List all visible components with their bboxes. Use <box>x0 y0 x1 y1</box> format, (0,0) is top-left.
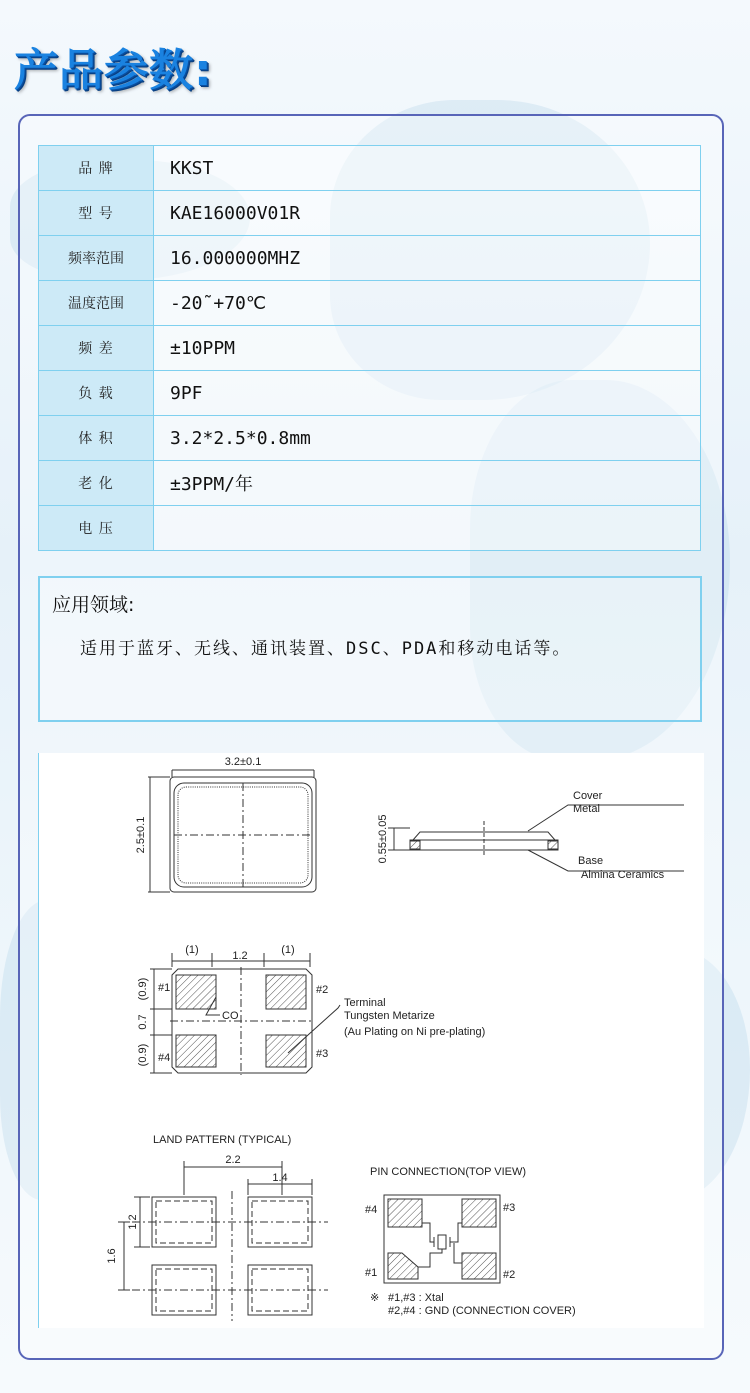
co-label: CO <box>222 1010 239 1022</box>
spec-row-aging <box>39 461 701 506</box>
pin-note-1: #1,#3 : Xtal <box>388 1292 444 1304</box>
top-width-dim: 3.2±0.1 <box>224 756 262 768</box>
spec-table <box>38 145 701 551</box>
technical-drawing-svg <box>38 753 704 1328</box>
spec-value: ±10PPM <box>154 326 701 371</box>
spec-label: 温度范围 <box>39 281 154 326</box>
pin-2-label: #2 <box>316 984 329 996</box>
top-view <box>148 770 316 892</box>
spec-value: KAE16000V01R <box>154 191 701 236</box>
spec-row-temperature <box>39 281 701 326</box>
cover-material-label: Metal <box>573 803 600 815</box>
dim-v2: 0.7 <box>137 1014 149 1030</box>
dim-v3: (0.9) <box>137 1043 149 1067</box>
pin-note-2: #2,#4 : GND (CONNECTION COVER) <box>388 1305 576 1317</box>
base-material-label: Almina Ceramics <box>581 869 665 881</box>
land-pattern-view <box>118 1161 328 1321</box>
dim-v1: (0.9) <box>137 977 149 1001</box>
spec-label: 型 号 <box>39 191 154 236</box>
side-view <box>388 805 684 871</box>
land-pattern-title: LAND PATTERN (TYPICAL) <box>153 1134 292 1146</box>
spec-row-size <box>39 416 701 461</box>
pc-pin-2-label: #2 <box>503 1269 516 1281</box>
spec-row-model <box>39 191 701 236</box>
terminal-label: Terminal <box>344 997 386 1009</box>
spec-value: 3.2*2.5*0.8mm <box>154 416 701 461</box>
spec-row-tolerance <box>39 326 701 371</box>
pin-1-label: #1 <box>158 982 171 994</box>
spec-row-load <box>39 371 701 416</box>
pin-connection-view <box>384 1195 500 1283</box>
pin-4-label: #4 <box>158 1052 171 1064</box>
dim-right: (1) <box>281 944 295 956</box>
spec-label: 老 化 <box>39 461 154 506</box>
dim-22: 2.2 <box>225 1154 241 1166</box>
spec-label: 体 积 <box>39 416 154 461</box>
pc-pin-4-label: #4 <box>365 1204 378 1216</box>
applications-title: 应用领域: <box>52 594 135 616</box>
dim-12: 1.2 <box>127 1214 139 1230</box>
dim-14: 1.4 <box>272 1172 288 1184</box>
spec-label: 负 载 <box>39 371 154 416</box>
spec-value: 9PF <box>154 371 701 416</box>
page-title: 产品参数: <box>14 45 213 96</box>
cover-label: Cover <box>573 790 603 802</box>
side-height-dim: 0.55±0.05 <box>377 814 389 864</box>
pc-pin-3-label: #3 <box>503 1202 516 1214</box>
spec-label: 电 压 <box>39 506 154 551</box>
note-mark: ※ <box>370 1292 380 1304</box>
spec-value: -20˜+70℃ <box>154 281 701 326</box>
pin-connection-title: PIN CONNECTION(TOP VIEW) <box>370 1166 527 1178</box>
terminal-plating-label: (Au Plating on Ni pre-plating) <box>344 1026 486 1038</box>
bottom-view <box>150 953 340 1075</box>
dim-16: 1.6 <box>106 1248 118 1264</box>
pc-pin-1-label: #1 <box>365 1267 378 1279</box>
pin-3-label: #3 <box>316 1048 329 1060</box>
base-label: Base <box>578 855 604 867</box>
spec-label: 频 差 <box>39 326 154 371</box>
spec-value: ±3PPM/年 <box>154 461 701 506</box>
top-height-dim: 2.5±0.1 <box>135 816 147 854</box>
applications-text: 适用于蓝牙、无线、通讯装置、DSC、PDA和移动电话等。 <box>80 639 572 659</box>
spec-row-voltage <box>39 506 701 551</box>
technical-drawing <box>38 753 704 1328</box>
spec-value: KKST <box>154 146 701 191</box>
dim-mid: 1.2 <box>232 950 248 962</box>
spec-value: 16.000000MHZ <box>154 236 701 281</box>
spec-row-brand <box>39 146 701 191</box>
terminal-material-label: Tungsten Metarize <box>344 1010 435 1022</box>
spec-row-frequency <box>39 236 701 281</box>
applications-box <box>38 576 702 722</box>
spec-label: 品 牌 <box>39 146 154 191</box>
spec-label: 频率范围 <box>39 236 154 281</box>
spec-value <box>154 506 701 551</box>
dim-left: (1) <box>185 944 199 956</box>
